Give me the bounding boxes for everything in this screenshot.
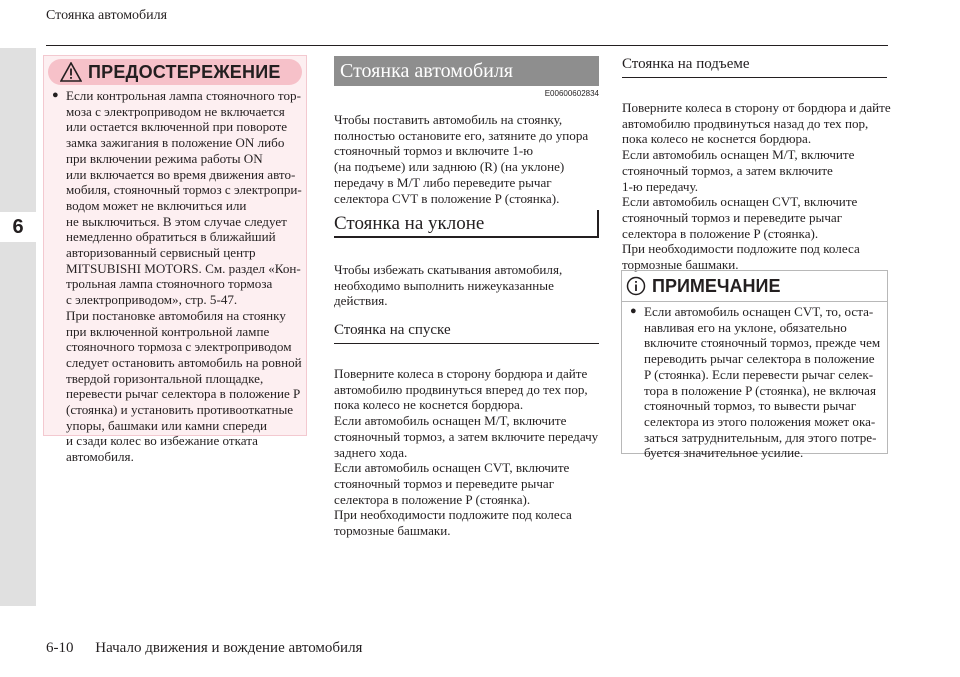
header-divider	[46, 45, 888, 46]
warning-line: авторизованный сервисный центр	[66, 245, 256, 261]
text-line: тормозные башмаки.	[622, 257, 739, 273]
warning-line: и сзади колес во избежание отката	[66, 433, 258, 449]
intro-paragraph	[334, 112, 604, 206]
text-line: тормозные башмаки.	[334, 523, 451, 539]
warning-triangle-icon	[60, 62, 82, 82]
warning-body	[52, 88, 304, 465]
warning-title: ПРЕДОСТЕРЕЖЕНИЕ	[88, 61, 281, 82]
info-icon	[626, 276, 646, 296]
text-line: стояночный тормоз и переведите рычаг	[622, 209, 843, 225]
text-line: стояночный тормоз, а затем включите	[622, 162, 833, 178]
downhill-paragraph	[334, 366, 606, 539]
note-line: заться затруднительным, для этого потре-	[644, 429, 877, 445]
text-line: При необходимости подложите под колеса	[622, 241, 860, 257]
text-line: автомобилю продвинуться вперед до тех пор,	[334, 381, 588, 397]
text-line: Чтобы избежать скатывания автомобиля,	[334, 262, 563, 277]
text-line: Если автомобиль оснащен CVT, включите	[622, 194, 858, 210]
warning-line: упоры, башмаки или камни спереди	[66, 417, 268, 433]
text-line: При необходимости подложите под колеса	[334, 507, 572, 523]
document-code: E00600602834	[544, 89, 599, 98]
warning-bullet	[52, 88, 304, 104]
warning-line: стояночного тормоза с электроприводом	[66, 339, 292, 355]
text-line: Поверните колеса в сторону от бордюра и дайте	[622, 100, 891, 115]
footer-section-title: Начало движения и вождение автомобиля	[95, 640, 363, 656]
note-body	[630, 304, 886, 461]
text-line: селектора в положение P (стоянка).	[622, 225, 819, 241]
warning-line: немедленно обратиться в ближайший	[66, 229, 276, 245]
warning-line: водом может не включиться или	[66, 197, 247, 213]
note-line: P (стоянка). Если перевести рычаг селек-	[644, 366, 874, 382]
warning-box	[43, 55, 307, 465]
text-line: 1-ю передачу.	[622, 178, 699, 194]
warning-line: (стоянка) и установить противооткатные	[66, 402, 294, 418]
text-line: Чтобы поставить автомобиль на стоянку,	[334, 112, 563, 127]
text-line: необходимо выполнить нижеуказанные	[334, 277, 554, 293]
note-line: селектора из этого положения может ока-	[644, 413, 876, 429]
warning-line: перевести рычаг селектора в положение P	[66, 386, 301, 402]
text-line: селектора CVT в положение P (стоянка).	[334, 190, 560, 206]
slope-paragraph	[334, 262, 604, 309]
warning-line: мобиля, стояночный тормоз с электропри-	[66, 182, 302, 198]
text-line: Если автомобиль оснащен CVT, включите	[334, 460, 570, 476]
text-line: пока колесо не коснется бордюра.	[622, 131, 812, 147]
chapter-side-tab	[0, 48, 36, 606]
section-title: Стоянка автомобиля	[334, 56, 599, 86]
uphill-parking-heading: Стоянка на подъеме	[622, 54, 887, 78]
text-line: заднего хода.	[334, 444, 408, 460]
warning-line: При постановке автомобиля на стоянку	[66, 307, 286, 323]
text-line: стояночный тормоз и включите 1-ю	[334, 143, 534, 159]
text-line: Если автомобиль оснащен M/T, включите	[334, 413, 567, 429]
warning-line: или остается включенной при повороте	[66, 119, 288, 135]
warning-line: автомобиля.	[66, 449, 134, 465]
text-line: полностью остановите его, затяните до упора	[334, 127, 589, 143]
warning-line: или включается во время движения авто-	[66, 166, 296, 182]
note-header	[622, 271, 887, 302]
note-line: буется значительное усилие.	[644, 445, 804, 461]
chapter-number: 6	[0, 212, 36, 242]
bullet-icon: ●	[52, 89, 59, 101]
warning-line: при включенной контрольной лампе	[66, 323, 270, 339]
text-line: Если автомобиль оснащен M/T, включите	[622, 147, 855, 163]
warning-header	[48, 59, 302, 85]
text-line: (на подъеме) или заднюю (R) (на уклоне)	[334, 159, 565, 175]
warning-line: твердой горизонтальной площадке,	[66, 370, 264, 386]
warning-line: моза с электроприводом не включается	[66, 103, 285, 119]
page-number: 6-10	[46, 640, 74, 656]
note-bullet	[630, 304, 886, 320]
text-line: селектора в положение P (стоянка).	[334, 491, 531, 507]
note-line: тора в положение P (стоянка), не включая	[644, 382, 876, 398]
text-line: стояночный тормоз и переведите рычаг	[334, 475, 555, 491]
note-line: включите стояночный тормоз, прежде чем	[644, 335, 881, 351]
page-header-title: Стоянка автомобиля	[46, 8, 168, 23]
bullet-icon: ●	[630, 305, 637, 317]
text-line: автомобилю продвинуться назад до тех пор,	[622, 115, 869, 131]
warning-line: трольная лампа стояночного тормоза	[66, 276, 273, 292]
note-line: переводить рычаг селектора в положение	[644, 351, 875, 367]
note-title: ПРИМЕЧАНИЕ	[652, 275, 781, 296]
text-line: действия.	[334, 293, 388, 309]
warning-line: с электроприводом», стр. 5-47.	[66, 292, 238, 308]
slope-parking-heading: Стоянка на уклоне	[334, 210, 599, 238]
page-footer	[46, 640, 362, 657]
uphill-paragraph	[622, 100, 894, 273]
note-box	[621, 270, 888, 461]
downhill-parking-heading: Стоянка на спуске	[334, 320, 599, 344]
warning-line: MITSUBISHI MOTORS. См. раздел «Кон-	[66, 260, 301, 276]
warning-line: замка зажигания в положение ON либо	[66, 135, 285, 151]
text-line: Поверните колеса в сторону бордюра и дайте	[334, 366, 588, 381]
note-line: навливая его на уклоне, обязательно	[644, 319, 847, 335]
note-line: стояночный тормоз, то вывести рычаг	[644, 398, 857, 414]
text-line: передачу в M/T либо переведите рычаг	[334, 174, 552, 190]
note-line: Если автомобиль оснащен CVT, то, оста-	[644, 304, 874, 319]
warning-line: Если контрольная лампа стояночного тор-	[66, 88, 301, 103]
warning-line: при включении режима работы ON	[66, 150, 263, 166]
warning-line: следует остановить автомобиль на ровной	[66, 354, 302, 370]
warning-line: не выключиться. В этом случае следует	[66, 213, 287, 229]
text-line: пока колесо не коснется бордюра.	[334, 397, 524, 413]
text-line: стояночный тормоз, а затем включите передачу	[334, 428, 599, 444]
